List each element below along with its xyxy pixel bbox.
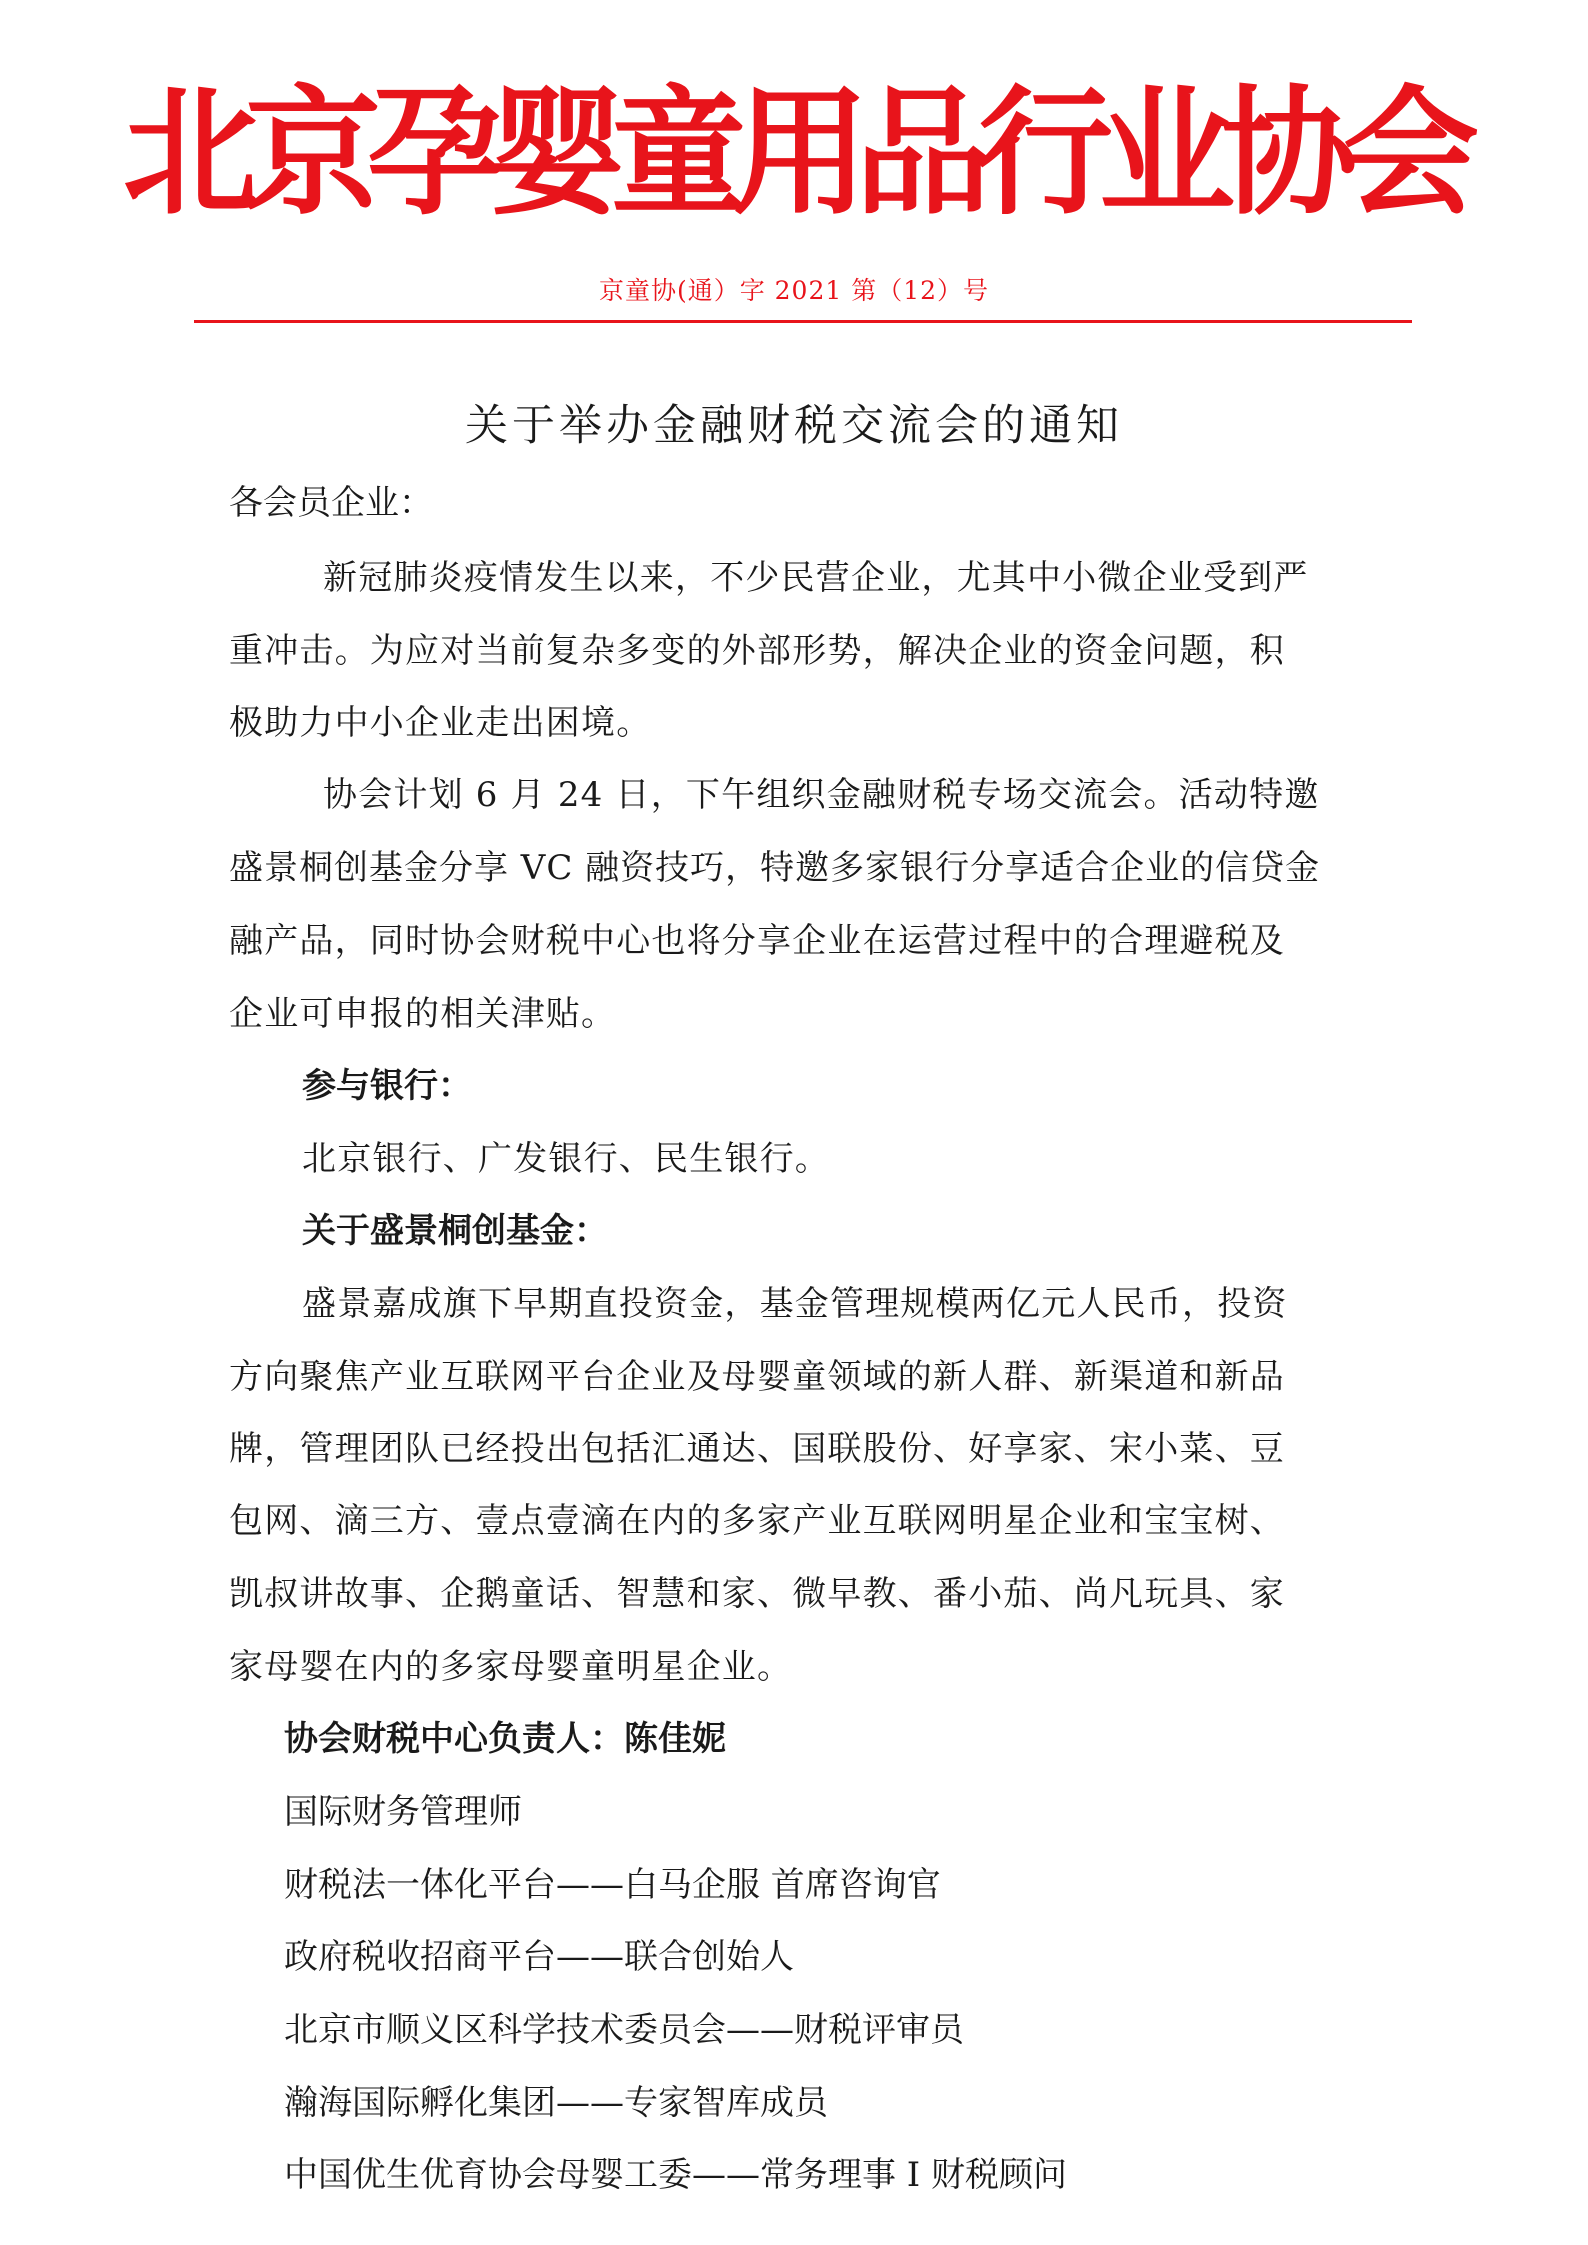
paragraph-line: 盛景嘉成旗下早期直投资金，基金管理规模两亿元人民币，投资 — [302, 1284, 1288, 1324]
paragraph-line: 重冲击。为应对当前复杂多变的外部形势，解决企业的资金问题，积 — [229, 631, 1285, 671]
paragraph-line: 家母婴在内的多家母婴童明星企业。 — [229, 1647, 793, 1687]
header-divider — [194, 320, 1412, 323]
banks-list: 北京银行、广发银行、民生银行。 — [302, 1139, 830, 1179]
credential-item: 瀚海国际孵化集团——专家智库成员 — [284, 2083, 828, 2123]
paragraph-line: 极助力中小企业走出困境。 — [229, 703, 652, 743]
paragraph-line: 牌，管理团队已经投出包括汇通达、国联股份、好享家、宋小菜、豆 — [229, 1429, 1285, 1469]
paragraph-line: 融产品，同时协会财税中心也将分享企业在运营过程中的合理避税及 — [229, 921, 1285, 961]
credential-item: 北京市顺义区科学技术委员会——财税评审员 — [284, 2010, 964, 2050]
organization-name-header: 北京孕婴童用品行业协会 — [123, 73, 1465, 235]
credential-item: 财税法一体化平台——白马企服 首席咨询官 — [284, 1865, 941, 1905]
paragraph-line: 凯叔讲故事、企鹅童话、智慧和家、微早教、番小茄、尚凡玩具、家 — [229, 1574, 1285, 1614]
paragraph-line: 新冠肺炎疫情发生以来，不少民营企业，尤其中小微企业受到严 — [323, 558, 1309, 598]
credential-item: 政府税收招商平台——联合创始人 — [284, 1937, 794, 1977]
paragraph-line: 协会计划 6 月 24 日，下午组织金融财税专场交流会。活动特邀 — [323, 775, 1320, 815]
center-heading: 协会财税中心负责人：陈佳妮 — [284, 1719, 726, 1759]
paragraph-line: 企业可申报的相关津贴。 — [229, 994, 617, 1034]
salutation: 各会员企业： — [229, 483, 433, 523]
credential-item: 中国优生优育协会母婴工委——常务理事 I 财税顾问 — [284, 2155, 1068, 2195]
paragraph-line: 盛景桐创基金分享 VC 融资技巧，特邀多家银行分享适合企业的信贷金 — [229, 848, 1321, 888]
paragraph-line: 包网、滴三方、壹点壹滴在内的多家产业互联网明星企业和宝宝树、 — [229, 1501, 1285, 1541]
fund-heading: 关于盛景桐创基金： — [302, 1211, 608, 1251]
notice-title: 关于举办金融财税交流会的通知 — [465, 401, 1123, 451]
document-number: 京童协(通）字 2021 第（12）号 — [598, 276, 990, 305]
credential-item: 国际财务管理师 — [284, 1792, 522, 1832]
banks-heading: 参与银行： — [302, 1066, 472, 1106]
paragraph-line: 方向聚焦产业互联网平台企业及母婴童领域的新人群、新渠道和新品 — [229, 1357, 1285, 1397]
